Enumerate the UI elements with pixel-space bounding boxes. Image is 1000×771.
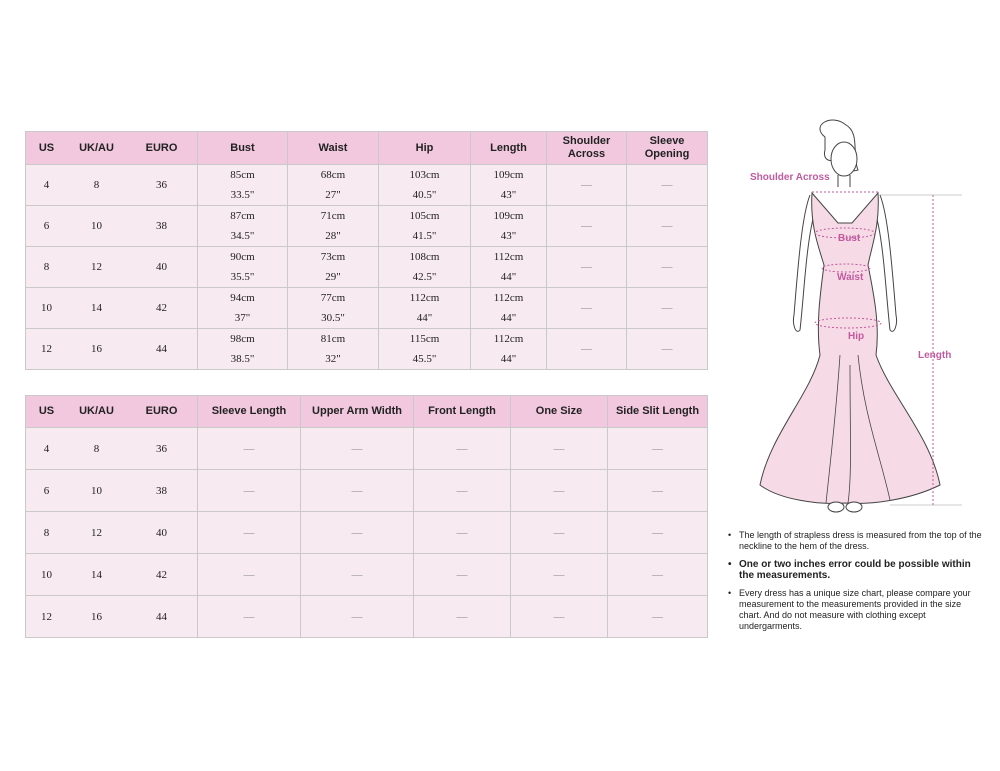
table-row — [26, 554, 708, 596]
bust-label: Bust — [838, 233, 861, 244]
cell-length — [471, 329, 547, 370]
cell-bust-inch: 37" — [234, 312, 251, 324]
cell-us: 6 — [26, 470, 68, 512]
cell-waist — [288, 247, 379, 288]
cell-waist-cm: 81cm — [320, 333, 346, 345]
cell-uk-au: 14 — [68, 288, 126, 329]
cell-length-inch: 43" — [500, 189, 517, 201]
table-row — [26, 329, 708, 370]
cell-hip-inch: 44" — [416, 312, 433, 324]
cell-one-size: — — [511, 470, 608, 512]
cell-uk-au: 14 — [68, 554, 126, 596]
cell-one-size: — — [511, 512, 608, 554]
cell-waist-inch: 28" — [325, 230, 341, 242]
cell-waist-inch: 32" — [325, 353, 341, 365]
header-side-slit-length: Side Slit Length — [608, 396, 708, 428]
cell-length-inch: 44" — [500, 353, 517, 365]
cell-euro: 44 — [126, 596, 198, 638]
size-notes — [728, 530, 983, 639]
cell-front-length: — — [414, 554, 511, 596]
hip-label: Hip — [848, 331, 865, 342]
cell-us: 12 — [26, 329, 68, 370]
cell-hip-cm: 105cm — [409, 210, 440, 222]
size-chart-table-secondary — [25, 395, 708, 638]
cell-waist-cm: 71cm — [320, 210, 346, 222]
cell-hip-inch: 41.5" — [412, 230, 437, 242]
header-waist: Waist — [288, 132, 379, 165]
cell-sleeve-opening: — — [627, 165, 708, 206]
cell-length — [471, 247, 547, 288]
cell-bust-cm: 90cm — [230, 251, 255, 263]
cell-waist — [288, 165, 379, 206]
cell-front-length: — — [414, 596, 511, 638]
cell-side-slit-length: — — [608, 596, 708, 638]
length-label: Length — [918, 350, 952, 361]
cell-bust — [198, 329, 288, 370]
cell-hip-cm: 103cm — [409, 169, 440, 181]
cell-us: 10 — [26, 554, 68, 596]
table-row — [26, 512, 708, 554]
cell-length-cm: 112cm — [493, 292, 524, 304]
cell-uk-au: 12 — [68, 247, 126, 288]
cell-length-inch: 44" — [500, 271, 517, 283]
cell-bust-cm: 85cm — [230, 169, 255, 181]
cell-bust-inch: 38.5" — [230, 353, 255, 365]
header-sleeve-length: Sleeve Length — [198, 396, 301, 428]
cell-waist — [288, 206, 379, 247]
cell-waist-cm: 77cm — [320, 292, 346, 304]
cell-euro: 40 — [126, 512, 198, 554]
cell-euro: 36 — [126, 165, 198, 206]
dress-measurement-figure — [740, 115, 995, 525]
table-row — [26, 470, 708, 512]
cell-length-cm: 112cm — [493, 251, 524, 263]
note-unique-chart: • Every dress has a unique size chart, please compare your measurement to the measurements provided in the size chart. And do not measure with clothing except undergarments. — [728, 588, 983, 632]
cell-shoulder-across: — — [547, 247, 627, 288]
table-header-row — [26, 396, 708, 428]
cell-us: 4 — [26, 428, 68, 470]
cell-bust — [198, 288, 288, 329]
cell-bust — [198, 165, 288, 206]
cell-hip-inch: 42.5" — [412, 271, 437, 283]
header-us: US — [26, 132, 68, 165]
left-arm — [793, 195, 814, 331]
cell-bust-inch: 35.5" — [230, 271, 255, 283]
header-euro: EURO — [126, 396, 198, 428]
cell-euro: 42 — [126, 288, 198, 329]
header-us: US — [26, 396, 68, 428]
header-length: Length — [471, 132, 547, 165]
header-front-length: Front Length — [414, 396, 511, 428]
cell-upper-arm-width: — — [301, 596, 414, 638]
cell-bust-inch: 34.5" — [230, 230, 255, 242]
cell-us: 8 — [26, 512, 68, 554]
cell-length-inch: 43" — [500, 230, 517, 242]
cell-shoulder-across: — — [547, 206, 627, 247]
cell-sleeve-length: — — [198, 428, 301, 470]
cell-hip — [379, 288, 471, 329]
cell-euro: 38 — [126, 470, 198, 512]
cell-uk-au: 10 — [68, 206, 126, 247]
cell-front-length: — — [414, 428, 511, 470]
cell-bust-cm: 94cm — [230, 292, 255, 304]
cell-front-length: — — [414, 512, 511, 554]
cell-us: 6 — [26, 206, 68, 247]
shoulder-label: Shoulder Across — [750, 172, 830, 183]
cell-uk-au: 16 — [68, 596, 126, 638]
cell-bust-inch: 33.5" — [230, 189, 255, 201]
cell-hip — [379, 165, 471, 206]
cell-bust-cm: 87cm — [230, 210, 255, 222]
table-header-row — [26, 132, 708, 165]
cell-shoulder-across: — — [547, 288, 627, 329]
cell-sleeve-opening: — — [627, 329, 708, 370]
cell-hip-inch: 45.5" — [412, 353, 437, 365]
cell-us: 12 — [26, 596, 68, 638]
header-euro: EURO — [126, 132, 198, 165]
cell-waist-inch: 29" — [325, 271, 341, 283]
cell-length-cm: 109cm — [493, 210, 524, 222]
cell-one-size: — — [511, 596, 608, 638]
cell-length-inch: 44" — [500, 312, 517, 324]
cell-hip-cm: 112cm — [409, 292, 440, 304]
note-error: • One or two inches error could be possible within the measurements. — [728, 559, 983, 581]
cell-us: 10 — [26, 288, 68, 329]
cell-shoulder-across: — — [547, 329, 627, 370]
cell-side-slit-length: — — [608, 554, 708, 596]
cell-euro: 36 — [126, 428, 198, 470]
cell-sleeve-opening: — — [627, 247, 708, 288]
note-strapless: • The length of strapless dress is measured from the top of the neckline to the hem of the dress. — [728, 530, 983, 552]
cell-uk-au: 8 — [68, 428, 126, 470]
cell-bust — [198, 247, 288, 288]
cell-us: 8 — [26, 247, 68, 288]
cell-length — [471, 165, 547, 206]
size-chart-table-main — [25, 131, 708, 370]
header-one-size: One Size — [511, 396, 608, 428]
cell-sleeve-length: — — [198, 470, 301, 512]
right-arm — [876, 195, 897, 331]
cell-upper-arm-width: — — [301, 470, 414, 512]
header-bust: Bust — [198, 132, 288, 165]
cell-sleeve-length: — — [198, 512, 301, 554]
cell-sleeve-length: — — [198, 596, 301, 638]
cell-uk-au: 16 — [68, 329, 126, 370]
header-hip: Hip — [379, 132, 471, 165]
cell-hip-cm: 108cm — [409, 251, 440, 263]
table-row — [26, 247, 708, 288]
cell-length — [471, 206, 547, 247]
cell-waist — [288, 288, 379, 329]
cell-side-slit-length: — — [608, 470, 708, 512]
cell-one-size: — — [511, 554, 608, 596]
cell-upper-arm-width: — — [301, 554, 414, 596]
table-row — [26, 596, 708, 638]
cell-side-slit-length: — — [608, 512, 708, 554]
table-row — [26, 165, 708, 206]
header-shoulder-across: Shoulder Across — [547, 132, 627, 165]
cell-sleeve-opening: — — [627, 206, 708, 247]
cell-front-length: — — [414, 470, 511, 512]
cell-euro: 40 — [126, 247, 198, 288]
cell-uk-au: 8 — [68, 165, 126, 206]
cell-length-cm: 112cm — [493, 333, 524, 345]
cell-sleeve-opening: — — [627, 288, 708, 329]
cell-upper-arm-width: — — [301, 512, 414, 554]
cell-uk-au: 10 — [68, 470, 126, 512]
cell-hip-inch: 40.5" — [412, 189, 437, 201]
header-sleeve-opening: Sleeve Opening — [627, 132, 708, 165]
cell-uk-au: 12 — [68, 512, 126, 554]
header-uk-au: UK/AU — [68, 396, 126, 428]
cell-upper-arm-width: — — [301, 428, 414, 470]
cell-waist — [288, 329, 379, 370]
cell-bust — [198, 206, 288, 247]
face-shape — [831, 142, 857, 176]
cell-shoulder-across: — — [547, 165, 627, 206]
cell-sleeve-length: — — [198, 554, 301, 596]
cell-euro: 38 — [126, 206, 198, 247]
cell-hip — [379, 206, 471, 247]
waist-label: Waist — [837, 272, 864, 283]
cell-us: 4 — [26, 165, 68, 206]
cell-hip — [379, 247, 471, 288]
cell-side-slit-length: — — [608, 428, 708, 470]
cell-waist-inch: 27" — [325, 189, 341, 201]
cell-waist-cm: 68cm — [320, 169, 346, 181]
header-uk-au: UK/AU — [68, 132, 126, 165]
cell-hip-cm: 115cm — [409, 333, 440, 345]
cell-hip — [379, 329, 471, 370]
table-row — [26, 206, 708, 247]
cell-length-cm: 109cm — [493, 169, 524, 181]
table-row — [26, 428, 708, 470]
cell-length — [471, 288, 547, 329]
cell-euro: 44 — [126, 329, 198, 370]
header-upper-arm-width: Upper Arm Width — [301, 396, 414, 428]
table-row — [26, 288, 708, 329]
cell-waist-cm: 73cm — [320, 251, 346, 263]
cell-bust-cm: 98cm — [230, 333, 255, 345]
cell-one-size: — — [511, 428, 608, 470]
cell-waist-inch: 30.5" — [321, 312, 345, 324]
cell-euro: 42 — [126, 554, 198, 596]
